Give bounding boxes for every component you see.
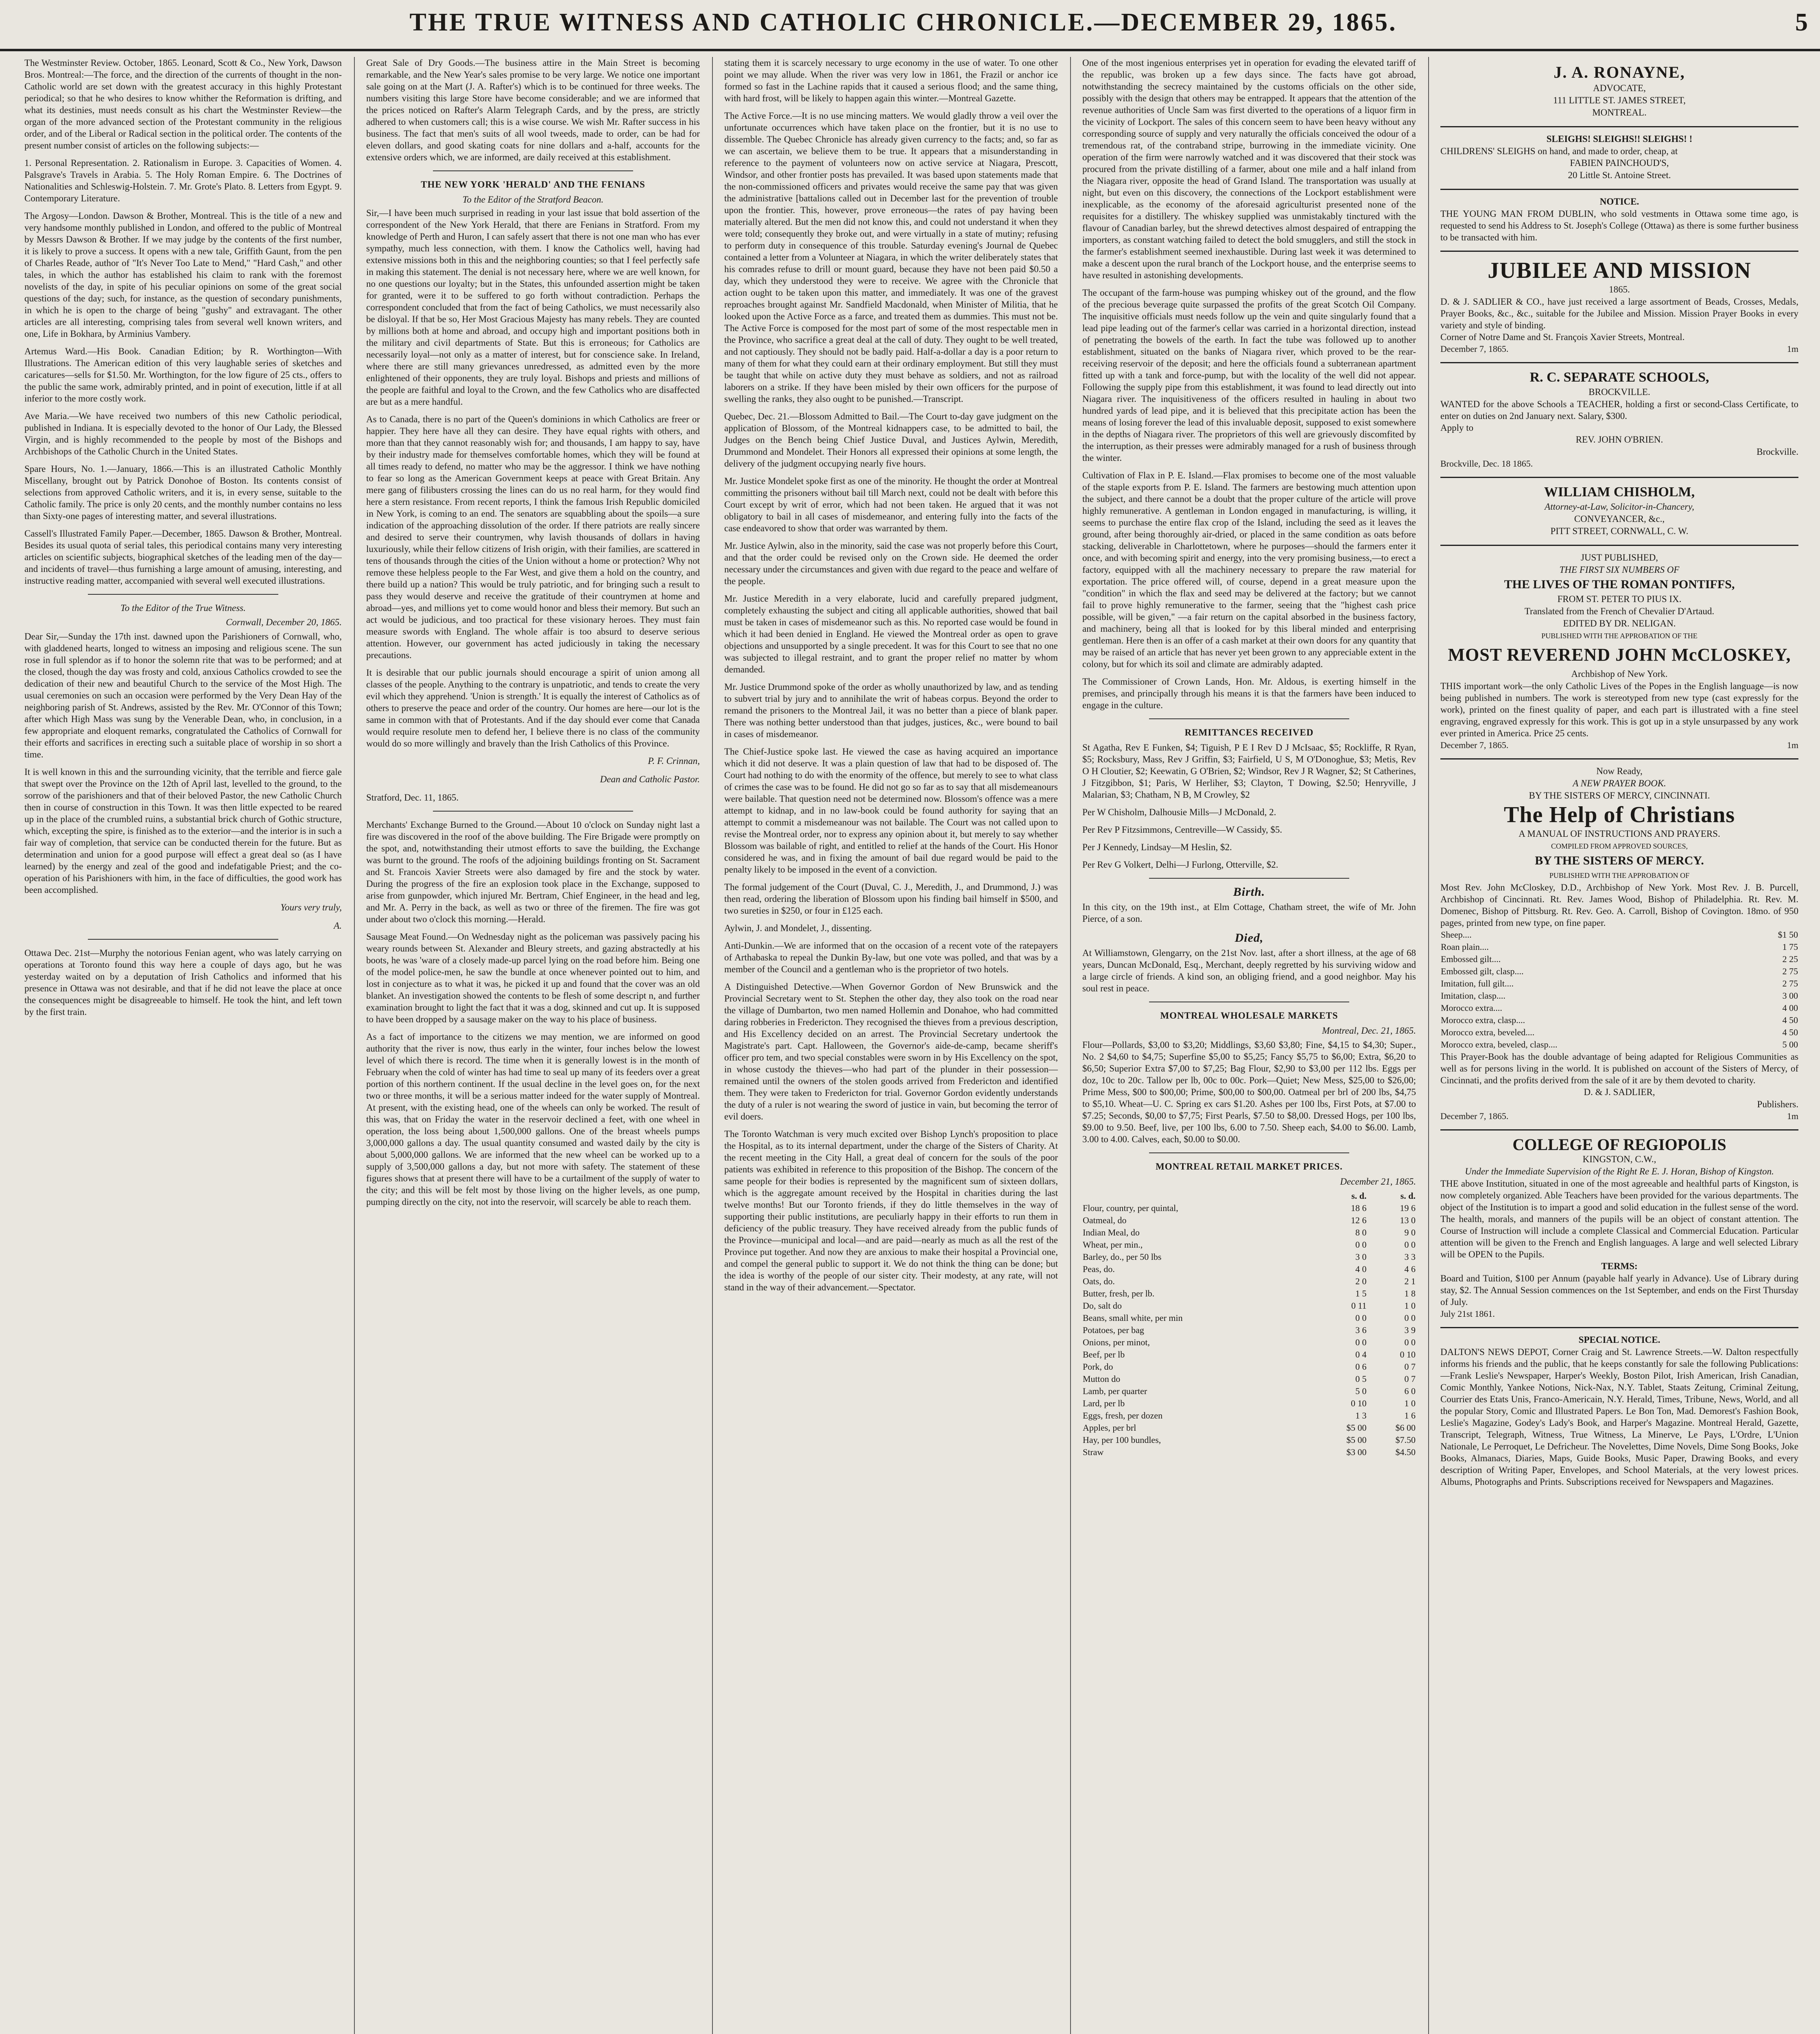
ad-lives-with: PUBLISHED WITH THE APPROBATION OF THE bbox=[1541, 632, 1698, 640]
column-rule bbox=[354, 57, 355, 2034]
column-rule bbox=[1428, 57, 1429, 2034]
binding-price: 4 00 bbox=[1782, 1003, 1798, 1013]
retail-item: Lard, per lb bbox=[1083, 1398, 1125, 1408]
ad-terms-heading: TERMS: bbox=[1601, 1261, 1638, 1271]
table-row bbox=[1440, 990, 1798, 1002]
divider bbox=[88, 939, 278, 940]
retail-price: 18 6 bbox=[1351, 1203, 1367, 1213]
remittances-per-2: Per Rev P Fitzsimmons, Centreville—W Cassidy, $5. bbox=[1082, 825, 1283, 835]
ad-lives-heading: THE LIVES OF THE ROMAN PONTIFFS, bbox=[1504, 578, 1735, 591]
ad-jubilee-heading: JUBILEE AND MISSION bbox=[1488, 258, 1751, 283]
letter-cornwall-body-2: It is well known in this and the surrounding vicinity, that the terrible and fierce gale that swept over the Province on the 12th of April last, levelled to the ground, to the sorrow of the parishioners and that of their beloved Pastor, the new Catholic Church then in course of construction in this Town. It was then little expected to be reared up in the place of the crumbled ruins, a substantial brick church of Gothic structure, which, excepting the spire, is finished as to the exterior—and the interior is in such a fair way of completion, that service can be conducted therein for the future. But as determination and union for a good purpose will effect a great deal so (as I have learned) by the energy and zeal of the good and indefatigable Priest; and the co-operation of his Parishioners with him, in the face of difficulties, the good work has been accomplished. bbox=[24, 767, 342, 895]
retail-price: $5 00 bbox=[1346, 1435, 1367, 1445]
ad-chisholm-role: Attorney-at-Law, Solicitor-in-Chancery, bbox=[1545, 502, 1694, 512]
retail-price: 4 6 bbox=[1404, 1264, 1416, 1274]
letter-herald-body-2: As to Canada, there is no part of the Queen's dominions in which Catholics are freer or happier. They here have all they can desire. They have equal rights with others, and more than that they cannot reasonably wish for; and thousands, I am happy to say, have by their industry made for themselves comfortable homes, which they will be found at all times ready to defend, no matter who may be the aggressor. I think we have nothing to fear so long as the American Government keeps at peace with Great Britain. Any mere gang of filibusters crossing the lines can do us no real harm, for they would find here a stern resistance. From recent reports, I think the famous Irish Republic domiciled in New York, is coming to an end. The senators are squabbling about the spoils—a sure indication of the approaching dissolution of the order. If there patriots are really sincere and desired to serve their countrymen, why lavish thousands of dollars in having luxuriously, while their fellow citizens of Irish origin, with their families, are scattered in tens of thousands through the cities of the Union without a home or protection? Why not remove these helpless people to the Far West, and give them a hold on the country, and there build up a nation? This would be truly patriotic, and for bringing such a result to pass they would deserve and receive the gratitude of their countrymen at home and abroad—yes, and millions yet to come would honor and bless their memory. But such an act would be judicious, and too practical for these visionary heroes. They must fain measure swords with England. The whole affair is too absurd to deserve serious attention. However, our government has acted judiciously in taking the necessary precautions. bbox=[366, 414, 700, 660]
divider bbox=[433, 811, 633, 812]
retail-price: 9 0 bbox=[1404, 1227, 1416, 1237]
retail-item: Do, salt do bbox=[1083, 1301, 1122, 1311]
retail-price: 3 9 bbox=[1404, 1325, 1416, 1335]
table-row bbox=[1440, 965, 1798, 978]
ad-lives-editor: EDITED BY DR. NELIGAN. bbox=[1563, 618, 1676, 629]
birth-notice: In this city, on the 19th inst., at Elm Cottage, Chatham street, the wife of Mr. John Pierce, of a son. bbox=[1082, 902, 1416, 924]
binding-price: 4 50 bbox=[1782, 1027, 1798, 1037]
ad-college-place: KINGSTON, C.W., bbox=[1582, 1154, 1656, 1164]
binding-price: 2 75 bbox=[1782, 966, 1798, 976]
column-header: s. d. bbox=[1351, 1191, 1367, 1201]
ad-lives-date bbox=[1440, 739, 1798, 751]
ad-help-compiled: COMPILED FROM APPROVED SOURCES, bbox=[1551, 842, 1688, 850]
retail-item: Barley, do., per 50 lbs bbox=[1083, 1252, 1162, 1262]
ad-notice-heading: NOTICE. bbox=[1599, 196, 1639, 207]
ad-regiopolis bbox=[1440, 1130, 1798, 1328]
retail-item: Mutton do bbox=[1083, 1374, 1121, 1384]
ad-notice-body: THE YOUNG MAN FROM DUBLIN, who sold vestments in Ottawa some time ago, is requested to send his Address to St. Joseph's College (Ottawa) as there is some further business to be transacted with him. bbox=[1440, 209, 1798, 242]
birth-heading: Birth. bbox=[1233, 885, 1265, 899]
ad-ronayne bbox=[1440, 57, 1798, 127]
remittances-list: St Agatha, Rev E Funken, $4; Tiguish, P E I Rev D J McIsaac, $5; Rockliffe, R Ryan, $5; Rocksbury, Mass, Rev J Griffin, $3; Fairfield, U S, M O'Donoghue, $3; Metis, Rev O H Cloutier, $2; Keewatin, G O'Brien, $2; Windsor, Rev J R Wagner, $2; St Catherines, J Fitzgibbon, $1; Paris, W Herliher, $3; Clayton, T Dowing, $2.50; Henryville, J Malarian, $3; Chatham, N B, M Crowley, $2 bbox=[1082, 742, 1416, 800]
retail-price: 12 6 bbox=[1351, 1215, 1367, 1225]
retail-price: 1 6 bbox=[1404, 1410, 1416, 1421]
ad-college-under: Under the Immediate Supervision of the Right Re E. J. Horan, Bishop of Kingston. bbox=[1465, 1166, 1774, 1176]
column-1 bbox=[24, 57, 342, 2034]
divider bbox=[1149, 718, 1349, 719]
table-row bbox=[1440, 1002, 1798, 1014]
retail-item: Butter, fresh, per lb. bbox=[1083, 1288, 1155, 1299]
ad-term: 1m bbox=[1787, 1111, 1798, 1121]
ad-help-ready: Now Ready, bbox=[1596, 766, 1643, 776]
retail-price: 0 0 bbox=[1404, 1313, 1416, 1323]
ad-ronayne-name: J. A. RONAYNE, bbox=[1553, 63, 1685, 81]
ad-help-sign: D. & J. SADLIER, bbox=[1584, 1087, 1655, 1097]
retail-price: 0 7 bbox=[1404, 1362, 1416, 1372]
death-notice: At Williamstown, Glengarry, on the 21st Nov. last, after a short illness, at the age of 68 years, Duncan McDonald, Esq., Merchant, deeply regretted by his surviving widow and a large circle of friends. A kind son, an obliging friend, and a good neighbor. May his soul rest in peace. bbox=[1082, 948, 1416, 993]
news-active-force: The Active Force.—It is no use mincing matters. We would gladly throw a veil over the unfortunate occurrences which have taken place on the frontier, but it is no use to dissemble. The Quebec Chronicle has already given currency to the facts; and, so far as we can ascertain, we believe them to be true. It appears that a misunderstanding in reference to the payment of volunteers now on active service at Niagara, Prescott, Windsor, and other frontier posts has prevailed. It was based upon statements made that the non-commissioned officers and privates would receive the same pay that was given the administrative [battalions called out in December last for the prevention of trouble upon the frontier. This, however, prove erroneous—the rates of pay having been materially altered. But the men did not know this, and could not understand it when they were told; consequently they broke out, and were virtually in a state of mutiny; refusing to perform duty in consequence of this trouble. Saturday evening's Journal de Quebec contained a letter from a Volunteer at Niagara, in which the writer deliberately states that his comrades refuse to drill or mount guard, because they have not been paid $0.50 a day, which they understood they were to receive. We agree with the Chronicle that action ought to be taken upon this matter, and immediately. It was one of the gravest reproaches brought against Mr. Sandfield Macdonald, when Minister of Militia, that he looked upon the Active Force as a farce, and treated them as dummies. This must not be. The Active Force is composed for the most part of some of the most respectable men in the Province, who sacrifice a great deal at the call of duty. They ought to be well treated, and not captiously. They should not be badly paid. Half-a-dollar a day is a poor return to many of them for what they could earn at their ordinary employment. But still they must be taught that while on active duty they must behave as soldiers, and not as railroad laborers on a strike. If they have been misled by their own officers for the purpose of swelling the ranks, they also ought to be punished.—Transcript. bbox=[724, 111, 1058, 404]
news-detective: A Distinguished Detective.—When Governor Gordon of New Brunswick and the Provincial Secretary went to St. Stephen the other day, they also took on the road near the village of Dumbarton, two men named Hollemin and Donahoe, who had committed daring robberies in Fredericton. They recognised the thieves from a previous description, and His Excellency decided on an arrest. The Provincial Secretary undertook the Magistrate's part. Capt. Halloween, the Governor's aide-de-camp, became sheriff's officer pro tem, and two special constables were sworn in by His Excellency on the spot, in whose custody the thieves—who had part of the plunder in their possession—remained until the owners of the stolen goods arrived from Fredericton and identified them. They were taken to Fredericton for trial. Governor Gordon evidently understands the duty of a ruler is not wearing the sword of justice in vain, but becoming the terror of evil doers. bbox=[724, 982, 1058, 1122]
ad-special-notice bbox=[1440, 1328, 1798, 1495]
ad-date-text: December 7, 1865. bbox=[1440, 740, 1509, 750]
retail-price: 3 3 bbox=[1404, 1252, 1416, 1262]
ad-term: 1m bbox=[1787, 740, 1798, 750]
retail-date: December 21, 1865. bbox=[1340, 1176, 1416, 1187]
news-smuggling: One of the most ingenious enterprises yet in operation for evading the elevated tariff of the republic, was broken up a few days since. The facts have got abroad, notwithstanding the secrecy maintained by the customs officials on the other side, possibly with the design that others may be entrapped. It appears that the attention of the revenue authorities of Uncle Sam was first diverted to the operations of a liquor firm in the vicinity of Lockport. The sales of this concern seem to have been heavy without any corresponding source of supply and very naturally the officials conceived the odour of a tremendous rat, of the contraband stripe, burrowing in the immediate vicinity. One operation of the firm were narrowly watched and it was discovered that their stock was procured from the private distilling of a farmer, about one mile and a half inland from the Niagara river, opposite the head of Grand Island. The transportation was usually at night, but even on this discovery, the connections of the Lockport establishment were inexplicable, as the economy of the aforesaid agriculturist presented none of the requisites for a distillery. The whiskey supplied was unmistakably tinctured with the flavour of Canadian barley, but the shrewd detectives almost despaired of entrapping the importers, as constant watching failed to detect the bold smugglers, and still the stock in the farmer's establishment seemed inexhaustible. During last week it was determined to make a descent upon the rural branch of the Lockport house, and the enterprise seems to have resulted in astonishing developments. bbox=[1082, 58, 1416, 280]
review-artemus-ward: Artemus Ward.—His Book. Canadian Edition; by R. Worthington—With Illustrations. The American edition of this very laughable series of sketches and caricatures—sells for $1.50. Mr. Worthington, for the low figure of 25 cts., offers to the public the same work, admirably printed, and in point of execution, little if at all inferior to the more costly work. bbox=[24, 346, 342, 404]
retail-price: $5 00 bbox=[1346, 1423, 1367, 1433]
ad-date-text: December 7, 1865. bbox=[1440, 1111, 1509, 1121]
table-header-row bbox=[1082, 1190, 1416, 1202]
table-row bbox=[1082, 1300, 1416, 1312]
retail-price: 2 0 bbox=[1355, 1276, 1367, 1286]
table-row bbox=[1440, 1014, 1798, 1026]
binding-style: Sheep.... bbox=[1441, 930, 1472, 940]
ad-lives-archbishop: Archbishop of New York. bbox=[1571, 669, 1668, 679]
ad-chisholm-name: WILLIAM CHISHOLM, bbox=[1544, 484, 1695, 500]
page-number: 5 bbox=[1795, 9, 1808, 36]
review-westminster-contents: 1. Personal Representation. 2. Rationalism in Europe. 3. Capacities of Women. 4. Palsgrave's Travels in Arabia. 5. The Holy Roman Empire. 6. The Doctrines of Nationalities and Schleswig-Holstein. 7. Mr. Grote's Plato. 8. Letters from Egypt. 9. Contemporary Literature. bbox=[24, 158, 342, 203]
retail-price: 0 0 bbox=[1355, 1337, 1367, 1347]
letter-herald-title: Dean and Catholic Pastor. bbox=[600, 774, 700, 784]
table-row bbox=[1082, 1251, 1416, 1263]
ad-help-body: Most Rev. John McCloskey, D.D., Archbishop of New York. Most Rev. J. B. Purcell, Archbishop of Cincinnati. Rt. Rev. James Wood, Bishop of Philadelphia. Rt. Rev. M. Domenec, Bishop of Pittsburg. Rt. Rev. Geo. A. Carroll, Bishop of Covington. 18mo. of 950 pages, printed from new type, on fine paper. bbox=[1440, 882, 1798, 928]
remittances-per-1: Per W Chisholm, Dalhousie Mills—J McDonald, 2. bbox=[1082, 807, 1276, 817]
news-anti-dunkin: Anti-Dunkin.—We are informed that on the occasion of a recent vote of the ratepayers of Arthabaska to repeal the Dunkin By-law, but one vote was polled, and that was by a member of the Council and a gentleman who is the proprietor of two hotels. bbox=[724, 941, 1058, 974]
news-dry-goods-sale: Great Sale of Dry Goods.—The business attire in the Main Street is becoming remarkable, and the New Year's sales promise to be very large. We notice one important sale going on at the Mart (J. A. Rafter's) which is to be continued for three weeks. The numbers visiting this large Store have become considerable; and we are informed that the prices noticed on Rafter's Alarm Telegraph Cards, and by the press, are strictly adhered to when customers call; this is a wise course. We wish Mr. Rafter success in his business. The fact that men's suits of all wool tweeds, made to order, can be had for eleven dollars, and good skating coats for nine dollars and a-half, accounts for the extensive orders which, we are informed, are daily received at this establishment. bbox=[366, 58, 700, 162]
ad-terms-body: Board and Tuition, $100 per Annum (payable half yearly in Advance). Use of Library during stay, $2. The Annual Session commences on the 1st September, and ends on the First Thursday of July. bbox=[1440, 1273, 1798, 1307]
binding-style: Embossed gilt, clasp.... bbox=[1441, 966, 1524, 976]
letter-cornwall-body: Dear Sir,—Sunday the 17th inst. dawned upon the Parishioners of Cornwall, who, with gladdened hearts, longed to witness an imposing and religious scene. The sun rose in full splendor as if to honor the solemn rite that was to be performed; and at the closed, though the day was frosty and cold, anxious Catholics crowded to see the dedication of their new and beautiful Church to the service of the Most High. The usual ceremonies on such an occasion were performed by the Very Dean Hay of the neighboring parish of St. Andrews, assisted by the Rev. Mr. O'Connor of this Town; after which High Mass was sung by the Venerable Dean, who, in conclusion, in a few appropriate and eloquent remarks, congratulated the Catholics of Cornwall for their efforts and sacrifices in erecting such a suitable place of worship in so short a time. bbox=[24, 631, 342, 759]
ad-ronayne-address: 111 LITTLE ST. JAMES STREET, bbox=[1553, 95, 1686, 105]
table-row bbox=[1082, 1434, 1416, 1446]
table-row bbox=[1082, 1446, 1416, 1458]
retail-price: 1 5 bbox=[1355, 1288, 1367, 1299]
column-rule bbox=[1070, 57, 1071, 2034]
column-header: s. d. bbox=[1400, 1191, 1416, 1201]
retail-price: 0 5 bbox=[1355, 1374, 1367, 1384]
news-water-economy: stating them it is scarcely necessary to urge economy in the use of water. To one other point we may allude. When the river was very low in 1861, the Frazil or anchor ice formed so fast in the Lachine rapids that it caused a serious flood; and the same thing, with hard frost, will be likely to happen again this winter.—Montreal Gazette. bbox=[724, 58, 1058, 103]
retail-price: 0 0 bbox=[1404, 1240, 1416, 1250]
ad-notice bbox=[1440, 190, 1798, 252]
table-row bbox=[1082, 1349, 1416, 1361]
ad-rc-apply: Apply to bbox=[1440, 423, 1474, 433]
ad-college-heading: COLLEGE OF REGIOPOLIS bbox=[1512, 1135, 1726, 1154]
retail-price: $7.50 bbox=[1395, 1435, 1416, 1445]
ad-lives-name: MOST REVEREND JOHN McCLOSKEY, bbox=[1448, 645, 1791, 665]
retail-item: Flour, country, per quintal, bbox=[1083, 1203, 1178, 1213]
retail-price: 2 1 bbox=[1404, 1276, 1416, 1286]
table-row bbox=[1082, 1227, 1416, 1239]
retail-price: $3 00 bbox=[1346, 1447, 1367, 1457]
table-row bbox=[1440, 929, 1798, 941]
column-header bbox=[1082, 1190, 1318, 1202]
retail-price: 3 0 bbox=[1355, 1252, 1367, 1262]
review-ave-maria: Ave Maria.—We have received two numbers of this new Catholic periodical, published in Indiana. It is especially devoted to the honor of Our Lady, the Blessed Virgin, and is highly recommended to the people by most of the Bishops and Archbishops of the Catholic Church in the United States. bbox=[24, 411, 342, 456]
table-row bbox=[1082, 1288, 1416, 1300]
retail-price: $6 00 bbox=[1395, 1423, 1416, 1433]
binding-price: 2 75 bbox=[1782, 978, 1798, 989]
retail-price: 6 0 bbox=[1404, 1386, 1416, 1396]
ad-date-text: December 7, 1865. bbox=[1440, 344, 1509, 354]
ad-ronayne-city: MONTREAL. bbox=[1592, 107, 1647, 118]
binding-price: 1 75 bbox=[1782, 942, 1798, 952]
ad-lives-translation: Translated from the French of Chevalier D'Artaud. bbox=[1524, 606, 1715, 616]
ad-jubilee-year: 1865. bbox=[1609, 284, 1630, 295]
retail-item: Hay, per 100 bundles, bbox=[1083, 1435, 1161, 1445]
table-row bbox=[1082, 1410, 1416, 1422]
news-ottawa-fenian: Ottawa Dec. 21st—Murphy the notorious Fenian agent, who was lately carrying on operations at Toronto found this way here a couple of days ago, but he was yesterday waited on by a deputation of Irish Catholics and informed that his presence in Ottawa was not desirable, and that if he did not leave the place at once the consequences might be disagreeable to himself. He took the hint, and left town by the first train. bbox=[24, 948, 342, 1017]
wholesale-date: Montreal, Dec. 21, 1865. bbox=[1322, 1026, 1416, 1036]
retail-price: 1 0 bbox=[1404, 1398, 1416, 1408]
retail-price: 1 3 bbox=[1355, 1410, 1367, 1421]
wholesale-prices: Flour—Pollards, $3,00 to $3,20; Middlings, $3,60 $3,80; Fine, $4,15 to $4,30; Super., No. 2 $4,60 to $4,75; Superfine $5,00 to $5,25; Fancy $5,75 to $6,00; Extra, $6,20 to $6,50; Superior Extra $7,00 to $7,25; Bag Flour, $2,90 to $3,00 per 112 lbs. Eggs per doz, 10c to 20c. Tallow per lb, 00c to 00c. Pork—Quiet; New Mess, $25,00 to $26,00; Prime Mess, $00 to $00,00; Prime, $00,00 to $00,00. Oatmeal per brl of 200 lbs, $4,75 to $5,10. Wheat—U. C. Spring ex cars $1.20. Ashes per 100 lbs, First Pots, at $7.00 to $7.25; Seconds, $0,00 to $7,75; First Pearls, $7.50 to $8,00. Dressed Hogs, per 100 lbs, $9.00 to 9.50. Beef, live, per 100 lbs, 6.00 to 7.50. Sheep each, $4.00 to $6.00. Lamb, 3.00 to 4.00. Calves, each, $0.00 to $0.00. bbox=[1082, 1040, 1416, 1144]
retail-item: Lamb, per quarter bbox=[1083, 1386, 1147, 1396]
ad-rc-heading: R. C. SEPARATE SCHOOLS, bbox=[1529, 370, 1709, 385]
news-mondelet: Mr. Justice Mondelet spoke first as one of the minority. He thought the order at Montreal committing the prisoners without bail till March next, could not be dealt with before this Court except by writ of error, which had not been taken. He argued that it was not obligatory to bail in all cases of misdemeanor, and entering fully into the facts of the case endeavored to show that order was warranted by them. bbox=[724, 476, 1058, 533]
letter-herald-signature: P. F. Crinnan, bbox=[648, 756, 700, 766]
ad-rc-sign: REV. JOHN O'BRIEN. bbox=[1575, 434, 1663, 445]
ad-lives-heading-2: FROM ST. PETER TO PIUS IX. bbox=[1557, 594, 1682, 604]
retail-price: $4.50 bbox=[1395, 1447, 1416, 1457]
ad-help-price-table bbox=[1440, 929, 1798, 1051]
divider bbox=[433, 170, 633, 171]
ad-lives-published: JUST PUBLISHED, bbox=[1581, 552, 1658, 563]
news-sausage-meat: Sausage Meat Found.—On Wednesday night as the policeman was passively pacing his weary rounds between St. Alexander and Bleury streets, and gazing abstractedly at his boots, he was 'ware of a closely made-up parcel lying on the road before him. Being one of the model police-men, he saw the bundle at once whenever pointed out to him, and lost in conjecture as to what it was, he picked it up and found that the cover was an old blanket. An investigation showed the contents to be flesh of some descript n, and further examination brought to light the fact that it was a dog, skinned and cut up. It is supposed to have been dropped by a sausage maker on the way to his place of business. bbox=[366, 932, 700, 1024]
ad-special-heading: SPECIAL NOTICE. bbox=[1578, 1335, 1661, 1345]
retail-item: Eggs, fresh, per dozen bbox=[1083, 1410, 1163, 1421]
ad-rc-schools bbox=[1440, 363, 1798, 478]
ad-chisholm-role-2: CONVEYANCER, &c., bbox=[1574, 514, 1665, 524]
ad-sleighs-sign: FABIEN PAINCHOUD'S, bbox=[1570, 158, 1669, 168]
ad-jubilee bbox=[1440, 252, 1798, 363]
retail-price: 5 0 bbox=[1355, 1386, 1367, 1396]
review-westminster: The Westminster Review. October, 1865. Leonard, Scott & Co., New York, Dawson Bros. Montreal:—The force, and the direction of the currents of thought in the non-Catholic world are set down with the greatest accuracy in this highly Protestant periodical; so that he who desires to know whither the Reformation is drifting, and what its destinies, must needs consult as his chart the Westminster Review—the organ of the more advanced section of the Protestant community in the religious order, and of the Liberal or Radical section in the political order. The contents of the present number consist of articles on the following subjects:— bbox=[24, 58, 342, 151]
ad-jubilee-date bbox=[1440, 343, 1798, 355]
retail-price: 19 6 bbox=[1400, 1203, 1416, 1213]
retail-price: 13 0 bbox=[1400, 1215, 1416, 1225]
ad-terms-date: July 21st 1861. bbox=[1440, 1309, 1495, 1319]
column-2 bbox=[366, 57, 700, 2034]
retail-price: 0 10 bbox=[1351, 1398, 1367, 1408]
wholesale-heading: MONTREAL WHOLESALE MARKETS bbox=[1160, 1010, 1338, 1021]
retail-item: Pork, do bbox=[1083, 1362, 1113, 1372]
divider bbox=[1149, 1152, 1349, 1153]
retail-item: Potatoes, per bag bbox=[1083, 1325, 1144, 1335]
binding-style: Morocco extra, beveled, clasp.... bbox=[1441, 1039, 1558, 1050]
table-row bbox=[1440, 1039, 1798, 1051]
column-rule bbox=[712, 57, 713, 2034]
retail-heading: MONTREAL RETAIL MARKET PRICES. bbox=[1156, 1161, 1343, 1172]
letter-dateline: Cornwall, December 20, 1865. bbox=[226, 617, 342, 627]
table-row bbox=[1082, 1397, 1416, 1410]
ad-rc-place: Brockville. bbox=[1757, 447, 1798, 457]
masthead-title: THE TRUE WITNESS AND CATHOLIC CHRONICLE.—DECEMBER 29, 1865. bbox=[409, 9, 1397, 36]
retail-price: 0 0 bbox=[1355, 1313, 1367, 1323]
news-judgement: The formal judgement of the Court (Duval, C. J., Meredith, J., and Drummond, J.) was then read, ordering the liberation of Blossom upon his finding bail himself in $500, and two sureties in $250, or four in £125 each. bbox=[724, 882, 1058, 916]
ad-help-note: This Prayer-Book has the double advantage of being adapted for Religious Communities as well as for persons living in the world. It is published on account of the Sisters of Mercy, of Cincinnati, and the profits derived from the sale of it are by them devoted to charity. bbox=[1440, 1052, 1798, 1085]
remittances-per-3: Per J Kennedy, Lindsay—M Heslin, $2. bbox=[1082, 842, 1232, 852]
letter-heading: To the Editor of the True Witness. bbox=[120, 603, 246, 613]
table-row bbox=[1082, 1422, 1416, 1434]
ad-sleighs bbox=[1440, 127, 1798, 190]
news-dissenting: Aylwin, J. and Mondelet, J., dissenting. bbox=[724, 923, 872, 933]
letter-herald-body-3: It is desirable that our public journals should encourage a spirit of union among all classes of the people. Anything to the contrary is unpatriotic, and tends to create the very evil which they apprehend. 'Union is strength.' It is equally the interest of Catholics as of others to preserve the peace and order of the country. Our homes are here—our lot is the same in common with that of Protestants. And if the day should ever come that Canada would require resolute men to defend her, I believe there is no class of the community would do so more willingly and bravely than the Irish Catholics of this Province. bbox=[366, 668, 700, 749]
table-row bbox=[1082, 1324, 1416, 1336]
column-3 bbox=[724, 57, 1058, 2034]
retail-price: 0 7 bbox=[1404, 1374, 1416, 1384]
retail-item: Oats, do. bbox=[1083, 1276, 1115, 1286]
divider bbox=[1149, 878, 1349, 879]
table-row bbox=[1082, 1263, 1416, 1275]
ad-chisholm bbox=[1440, 478, 1798, 546]
retail-price: 0 0 bbox=[1355, 1240, 1367, 1250]
ad-rc-subheading: BROCKVILLE. bbox=[1588, 387, 1650, 397]
retail-item: Beef, per lb bbox=[1083, 1349, 1125, 1360]
ad-rc-date: Brockville, Dec. 18 1865. bbox=[1440, 458, 1533, 469]
retail-price: 0 4 bbox=[1355, 1349, 1367, 1360]
died-heading: Died, bbox=[1234, 931, 1264, 945]
ad-special-body: DALTON'S NEWS DEPOT, Corner Craig and St. Lawrence Streets.—W. Dalton respectfully informs his friends and the public, that he keeps constantly for sale the following Publications:—Frank Leslie's Newspaper, Harper's Weekly, Boston Pilot, Irish American, Irish Canadian, Comic Monthly, Yankee Notions, Nick-Nax, N.Y. Tablet, Staats Zeitung, Criminal Zeitung, Courrier des Etats Unis, Franco-Americain, N.Y. Herald, Times, Tribune, News, World, and all the popular Story, Comic and Illustrated Papers. Le Bon Ton, Mad. Demorest's Fashion Book, Leslie's Magazine, Godey's Lady's Book, and Harper's Magazine. Montreal Herald, Gazette, Transcript, Telegraph, Witness, True Witness, La Minerve, Le Pays, L'Ordre, L'Union Nationale, Le Perroquet, Le Defricheur. The Novelettes, Dime Novels, Dime Song Books, Joke Books, Almanacs, Diaries, Maps, Guide Books, Music Paper, Drawing Books, and every description of Writing Paper, Envelopes, and School Materials, at the very lowest prices. Albums, Photographs and Prints. Subscriptions received for Newspapers and Magazines. bbox=[1440, 1347, 1798, 1487]
ad-sleighs-heading: SLEIGHS! SLEIGHS!! SLEIGHS! ! bbox=[1546, 134, 1693, 144]
review-spare-hours: Spare Hours, No. 1.—January, 1866.—This is an illustrated Catholic Monthly Miscellany, brought out by Patrick Donohoe of Boston. Its contents consist of selections from approved Catholic writers, and it is, in every sense, suitable to the Catholic family. The price is only 20 cents, and the monthly number contains no less than Sixty-one pages of interesting matter, and several illustrations. bbox=[24, 464, 342, 521]
news-exchange-fire: Merchants' Exchange Burned to the Ground.—About 10 o'clock on Sunday night last a fire was discovered in the roof of the above building. The Fire Brigade were promptly on the spot, and, notwithstanding their utmost efforts to save the building, the Exchange was burnt to the ground. The roofs of the adjoining buildings fronting on St. Sacrament and St. Francois Xavier Streets were also damaged by fire and the stock by water. During the progress of the fire an explosion took place in the Exchange, supposed to arise from gunpowder, which injured Mr. Bertram, Chief Engineer, in the head and leg, and Mr. A. Perry in the back, as well as two or three of the firemen. The fire was got under about two o'clock this morning.—Herald. bbox=[366, 820, 700, 924]
review-argosy: The Argosy—London. Dawson & Brother, Montreal. This is the title of a new and very handsome monthly published in London, and offered to the public of Montreal by Messrs Dawson & Brother. If we may judge by the contents of the first number, it is likely to prove a success. It opens with a new tale, Griffith Gaunt, from the pen of Charles Reade, author of "It's Never Too Late to Mend," "Hard Cash," and other tales, in which the author has established his claim to rank with the foremost novelists of the day, in spite of his peculiar opinions on some of the great social questions of the day; such, for instance, as the question of secondary punishments, in which he is open to the charge of being "gushy" and extravagant. The other articles are all interesting, comprising tales from several well known writers, and one, Life in Bokhara, by Arminius Vambery. bbox=[24, 211, 342, 339]
ad-lives-pontiffs bbox=[1440, 546, 1798, 759]
binding-style: Morocco extra, beveled.... bbox=[1441, 1027, 1535, 1037]
news-river-level: As a fact of importance to the citizens we may mention, we are informed on good authority that the river is now, thus early in the winter, four inches below the lowest level of which there is record. The time when it is generally lowest is in the month of February when the cold of winter has had time to seal up many of its feeders over a great portion of this northern continent. If the usual decline in the level goes on, for the next two or three months, it will be a serious matter indeed for the water supply of Montreal. At present, with the existing head, one of the wheels can only be worked. The result of this was, that on Friday the water in the reservoir declined a feet, with one wheel in operation, the loss being about 1,500,000 gallons. One of the breast wheels pumps 3,000,000 gallons a day. The usual quantity consumed and wasted daily by the city is about 5,000,000 gallons. We are informed that the new wheel can be worked up to a supply of 3,500,000 gallons a day, but not more with safety. The statement of these figures shows that at present there will have to be a curtailment of the supply of water to the city; and this will be felt most by those living on the higher levels, as one pump, pumping directly on the city, not into the reservoir, will scarcely be able to reach them. bbox=[366, 1032, 700, 1207]
news-aylwin: Mr. Justice Aylwin, also in the minority, said the case was not properly before this Court, and that the order could be revised only on the Crown side. He deemed the order necessary under the circumstances and given with due regard to the peace and welfare of the people. bbox=[724, 541, 1058, 586]
retail-price: 1 8 bbox=[1404, 1288, 1416, 1299]
retail-item: Apples, per brl bbox=[1083, 1423, 1136, 1433]
table-row bbox=[1082, 1275, 1416, 1288]
binding-style: Imitation, clasp.... bbox=[1441, 991, 1505, 1001]
news-chief-justice: The Chief-Justice spoke last. He viewed the case as having acquired an importance which it did not deserve. It was a plain question of law that had to be disposed of. The Court had nothing to do with the enormity of the offence, but merely to see to what class of crimes the case was to be found. He did not go so far as to say that all misdemeanours were bailable. That question need not be determined now. Blossom's offence was a mere attempt to kidnap, and in no law-book could be found authority for saying that an attempt to commit a misdemeanour was not bailable. The Court was not called upon to revise the Montreal order, nor to express any opinion about it, but merely to say whether Blossom was bailable of right, and entitled to relief at the hands of the Court. His Honor considered he was, and in fixing the amount of bail due regard would be paid to the penalty likely to be imposed in the event of a conviction. bbox=[724, 746, 1058, 875]
retail-price: 0 11 bbox=[1351, 1301, 1367, 1311]
ad-sleighs-body: CHILDRENS' SLEIGHS on hand, and made to order, cheap, at bbox=[1440, 146, 1678, 156]
letter-herald-to: To the Editor of the Stratford Beacon. bbox=[462, 194, 604, 205]
retail-item: Beans, small white, per min bbox=[1083, 1313, 1183, 1323]
binding-price: $1 50 bbox=[1778, 930, 1798, 940]
letter-herald-date: Stratford, Dec. 11, 1865. bbox=[366, 792, 459, 803]
table-row bbox=[1440, 978, 1798, 990]
table-row bbox=[1082, 1214, 1416, 1227]
divider bbox=[88, 594, 278, 595]
retail-price: 0 10 bbox=[1400, 1349, 1416, 1360]
retail-price: 1 0 bbox=[1404, 1301, 1416, 1311]
table-row bbox=[1082, 1239, 1416, 1251]
binding-style: Morocco extra, clasp.... bbox=[1441, 1015, 1525, 1025]
table-row bbox=[1082, 1336, 1416, 1349]
news-meredith: Mr. Justice Meredith in a very elaborate, lucid and carefully prepared judgment, completely exhausting the subject and citing all applicable authorities, showed that bail must be taken in cases of misdemeanor such as this. No reported case would be found in which it had been denied in England. He viewed the Montreal order as open to grave objections and unsupported by a single precedent. It was for this Court to see that no one was subjected to illegal restraint, and to grant the proper relief no matter by whom demanded. bbox=[724, 594, 1058, 674]
news-flax-2: The Commissioner of Crown Lands, Hon. Mr. Aldous, is exerting himself in the premises, and principally through his means it is that the farmers have been induced to engage in the culture. bbox=[1082, 677, 1416, 710]
letter-signoff: Yours very truly, bbox=[280, 902, 342, 912]
retail-item: Wheat, per min., bbox=[1083, 1240, 1143, 1250]
ad-help-new: A NEW PRAYER BOOK. bbox=[1573, 778, 1666, 788]
news-blossom-bail: Quebec, Dec. 21.—Blossom Admitted to Bail.—The Court to-day gave judgment on the application of Blossom, of the Montreal kidnappers case, to be admitted to bail, the Judges on the Bench being Chief Justice Duval, and Justices Aylwin, Meredith, Drummond and Mondelet. Their Honors all expressed their opinions at some length, the delivery of the judgment occupying nearly five hours. bbox=[724, 411, 1058, 469]
news-flax: Cultivation of Flax in P. E. Island.—Flax promises to become one of the most valuable of the staple exports from P. E. Island. The farmers are bestowing much attention upon the subject, and there cannot be a doubt that the proper culture of the article will prove highly remunerative. A gentleman in London engaged in manufacturing, is willing, it seems to purchase the entire flax crop of the Island, including the seed as it leaves the ground, after being thoroughly air-dried, or placed in the same condition as oats before stacking, deliverable in Charlottetown, where he purposes—should the farmers enter it once, and with becoming spirit and energy, into the very promising business,—to erect a factory, equipped with all the machinery necessary to prepare the raw material for exportation. The price offered will, of course, depend in a great measure upon the "condition" in which the flax and seed may be delivered at the factory; but we cannot fail to prove highly remunerative to the farmer, seeing that the "highest cash price possible, will be given," —a fair return on the capital absorbed in the business factory, and machinery, being all that is looked for by this liberal minded and enterprising gentleman. Here then is an offer of a cash market at their own doors for any quantity that may be raised of an article that has never yet been grown to any appreciable extent in the colony, but for which its soil and climate are admirably adapted. bbox=[1082, 470, 1416, 669]
retail-item: Onions, per minot, bbox=[1083, 1337, 1150, 1347]
table-row bbox=[1440, 1026, 1798, 1039]
retail-price: 0 6 bbox=[1355, 1362, 1367, 1372]
binding-price: 2 25 bbox=[1782, 954, 1798, 964]
binding-style: Imitation, full gilt.... bbox=[1441, 978, 1514, 989]
letter-herald-body-1: Sir,—I have been much surprised in reading in your last issue that bold assertion of the correspondent of the New York Herald, that there are Fenians in Stratford. From my knowledge of Perth and Huron, I can safely assert that there is not one man who has ever sympathy, much less connection, with them. I know the Catholics well, having had extensive missions both in this and the neighboring counties; so that I feel perfectly safe in making this statement. The denial is not necessary here, where we are well known, for no one questions our loyalty; but in the States, this unfounded assertion might be taken for granted, were it to be suffered to go forth without contradiction. Perhaps the correspondent concluded that from the fact of being Catholics, we must necessarily also be disloyal. If that be so, Her Most Gracious Majesty has many rebels. They are counted by millions both at home and abroad, and occupy high and important positions both in the military and civil departments of State. But this is erroneous; for Catholics are necessarily loyal—not only as a matter of interest, but for conscience sake. In Ireland, where there are still many grievances unredressed, as admitted even by the more enlightened of their opponents, they are truly loyal. Bishops and priests and millions of the people are faithful and loyal to the Crown, and the few Catholics who are disaffected are but as a mere handful. bbox=[366, 208, 700, 407]
masthead bbox=[0, 0, 1820, 51]
table-row bbox=[1082, 1373, 1416, 1385]
ad-help-date bbox=[1440, 1110, 1798, 1122]
review-cassells: Cassell's Illustrated Family Paper.—December, 1865. Dawson & Brother, Montreal. Besides its usual quota of serial tales, this periodical contains many very interesting articles on scientific subjects, biographical sketches of the leading men of the day—and incidents of travel—thus furnishing a large amount of amusing, interesting, and instructive reading matter, accompanied with several well executed illustrations. bbox=[24, 528, 342, 586]
ad-help-sisters: BY THE SISTERS OF MERCY. bbox=[1535, 854, 1704, 867]
ad-help-heading: The Help of Christians bbox=[1503, 802, 1735, 827]
ad-help-sub: A MANUAL OF INSTRUCTIONS AND PRAYERS. bbox=[1518, 829, 1720, 839]
retail-item: Indian Meal, do bbox=[1083, 1227, 1140, 1237]
retail-item: Oatmeal, do bbox=[1083, 1215, 1127, 1225]
retail-item: Straw bbox=[1083, 1447, 1104, 1457]
retail-price: 3 6 bbox=[1355, 1325, 1367, 1335]
remittances-per-4: Per Rev G Volkert, Delhi—J Furlong, Otterville, $2. bbox=[1082, 860, 1278, 870]
table-row bbox=[1082, 1361, 1416, 1373]
letter-signature: A. bbox=[334, 921, 342, 931]
ad-jubilee-body: D. & J. SADLIER & CO., have just received a large assortment of Beads, Crosses, Medals, Prayer Books, &c., &c., suitable for the Jubilee and Mission. Mission Prayer Books in every variety and style of binding. bbox=[1440, 297, 1798, 330]
retail-price-table bbox=[1082, 1190, 1416, 1458]
binding-price: 5 00 bbox=[1782, 1039, 1798, 1050]
remittances-heading: REMITTANCES RECEIVED bbox=[1184, 727, 1314, 738]
letter-herald-heading: THE NEW YORK 'HERALD' AND THE FENIANS bbox=[421, 179, 645, 190]
table-row bbox=[1082, 1385, 1416, 1397]
binding-style: Embossed gilt.... bbox=[1441, 954, 1501, 964]
ad-help-sign-2: Publishers. bbox=[1757, 1099, 1798, 1109]
ad-sleighs-address: 20 Little St. Antoine Street. bbox=[1568, 170, 1671, 180]
column-4 bbox=[1082, 57, 1416, 2034]
table-row bbox=[1082, 1202, 1416, 1214]
ad-ronayne-role: ADVOCATE, bbox=[1593, 83, 1646, 93]
ad-help-of-christians bbox=[1440, 759, 1798, 1130]
ad-help-approbation: PUBLISHED WITH THE APPROBATION OF bbox=[1549, 871, 1690, 880]
binding-price: 3 00 bbox=[1782, 991, 1798, 1001]
table-row bbox=[1440, 953, 1798, 965]
binding-style: Roan plain.... bbox=[1441, 942, 1489, 952]
retail-price: 0 0 bbox=[1404, 1337, 1416, 1347]
ad-lives-sub: THE FIRST SIX NUMBERS OF bbox=[1559, 565, 1680, 575]
ad-rc-body: WANTED for the above Schools a TEACHER, holding a first or second-Class Certificate, to enter on duties on 2nd January next. Salary, $300. bbox=[1440, 399, 1798, 421]
column-5-advertisements bbox=[1440, 57, 1798, 2034]
retail-price: 4 0 bbox=[1355, 1264, 1367, 1274]
news-drummond: Mr. Justice Drummond spoke of the order as wholly unauthorized by law, and as tending to subvert trial by jury and to annihilate the writ of habeas corpus. Beyond the order to remand the prisoners to the Montreal Jail, it was no better than a piece of blank paper. There was nothing better understood than that judges, justices, &c., were bound to bail in cases of misdemeanor. bbox=[724, 682, 1058, 739]
retail-item: Peas, do. bbox=[1083, 1264, 1115, 1274]
news-toronto-hospital: The Toronto Watchman is very much excited over Bishop Lynch's proposition to place the Hospital, as to its internal department, under the charge of the Sisters of Charity. At the recent meeting in the City Hall, a great deal of concern for the souls of the poor patients was exhibited in reference to this proposition of the Bishop. The concern of the same people for their bodies is represented by the magnificent sum of sixteen dollars, which is the aggregate amount received by the Hospital in charities during the last twelve months! But our Toronto friends, if they do little themselves in the way of supporting their public institutions, are peculiarly happy in their efforts to run them in deficiency of the public treasury. They have received already from the public funds of the Province—municipal and local—and are paid—nearly as much as all the rest of the Province put together. And now they are anxious to make their hospital a Provincial one, and compel the general public to support it. We do not think the thing can be done; but the idea is worthy of the people of our sister city. Their modesty, at any rate, will not stand in the way of their advancement.—Spectator. bbox=[724, 1129, 1058, 1292]
ad-lives-body: THIS important work—the only Catholic Lives of the Popes in the English language—is now being published in numbers. The work is stereotyped from new type (cast expressly for the work), printed on the finest quality of paper, and each part is illustrated with a fine steel engraving, engraved expressly for this work. This is got up in a style unsurpassed by any work ever printed in America. Price 25 cents. bbox=[1440, 681, 1798, 738]
news-smuggling-2: The occupant of the farm-house was pumping whiskey out of the ground, and the flow of the precious beverage quite surpassed the profits of the great Scotch Oil Company. The inquisitive officials must needs follow up the vein and quite singularly found that a lead pipe leading out of the farmer's cellar was carried in a horizontal direction, instead of penetrating the bowels of the earth. In fact the tube was followed up to another establishment, situated on the banks of Niagara river, which proved to be the rear-receiving reservoir of the deposit; and here the officials found a subterranean apartment fitted up with a tank and force-pump, but with the locality of the well did not appear. Following the supply pipe from this establishment, it was found to lead directly out into Niagara river. The inquisitiveness of the officers resulted in hauling in about two hundred yards of lead pipe, and it is believed that this precipitate action has been the means of losing forever the lead of this invaluable deposit, supposed to exist somewhere in the depths of Niagara river. The proprietors of this well are grievously discomfited by the interruption, as their presses were admirably managed for a rush of business through the winter. bbox=[1082, 288, 1416, 463]
binding-price: 4 50 bbox=[1782, 1015, 1798, 1025]
ad-term: 1m bbox=[1787, 344, 1798, 354]
ad-help-by: BY THE SISTERS OF MERCY, CINCINNATI. bbox=[1529, 790, 1710, 801]
ad-college-body: THE above Institution, situated in one of the most agreeable and healthful parts of Kingston, is now completely organized. Able Teachers have been provided for the various departments. The object of the Institution is to impart a good and solid education in the fullest sense of the word. The health, morals, and manners of the pupils will be an object of constant attention. The Course of Instruction will include a complete Classical and Commercial Education. Particular attention will be given to the French and English languages. A large and well selected Library will be OPEN to the Pupils. bbox=[1440, 1178, 1798, 1259]
retail-price: 8 0 bbox=[1355, 1227, 1367, 1237]
table-row bbox=[1082, 1312, 1416, 1324]
table-row bbox=[1440, 941, 1798, 953]
ad-chisholm-address: PITT STREET, CORNWALL, C. W. bbox=[1550, 526, 1689, 536]
binding-style: Morocco extra.... bbox=[1441, 1003, 1502, 1013]
ad-jubilee-address: Corner of Notre Dame and St. François Xavier Streets, Montreal. bbox=[1440, 332, 1685, 342]
